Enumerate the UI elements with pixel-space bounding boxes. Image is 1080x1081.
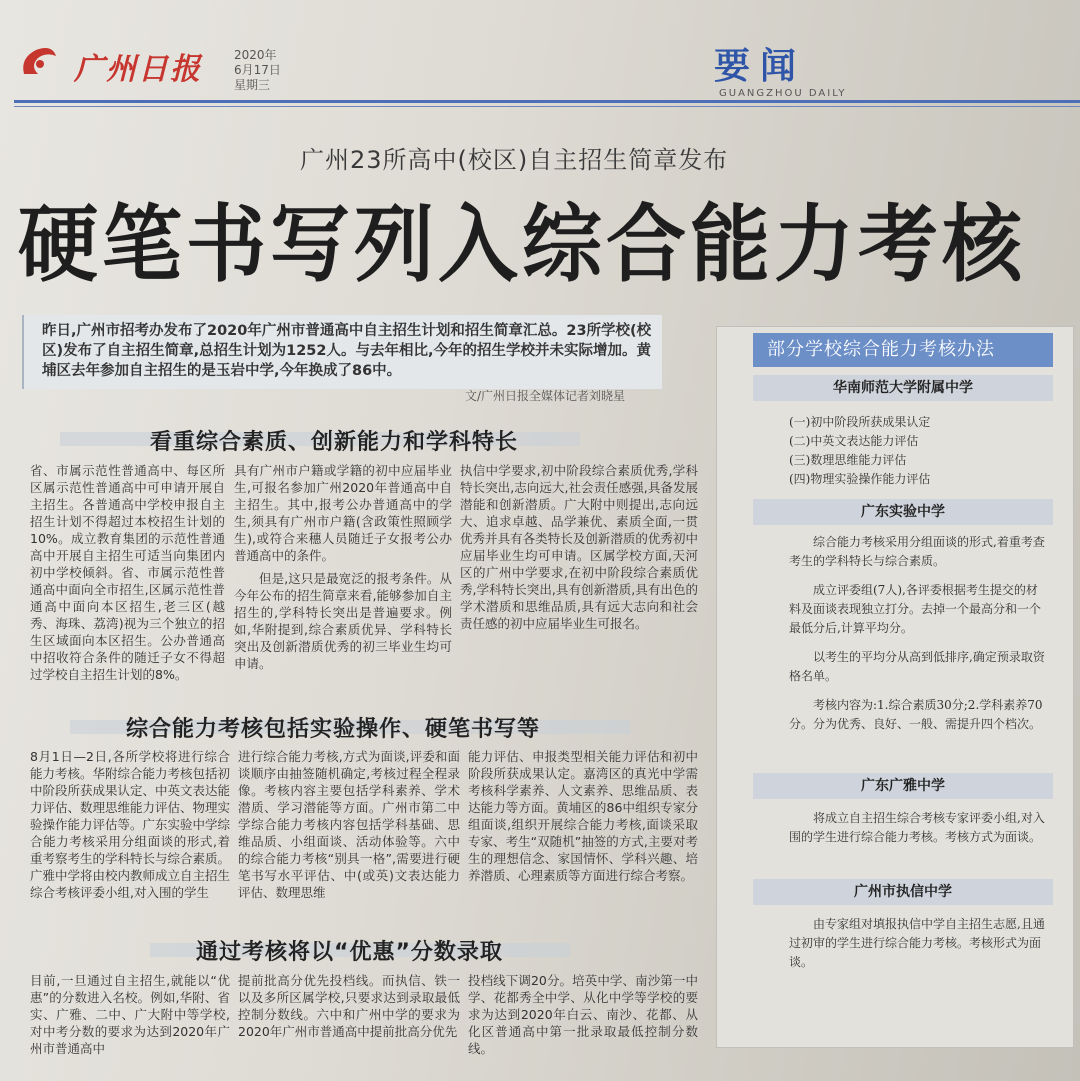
- list-item: (三)数理思维能力评估: [789, 453, 907, 467]
- paragraph: 投档线下调20分。培英中学、南沙第一中学、花都秀全中学、从化中学等学校的要求为达到2020年白云、南沙、花都、从化区普通高中第一批录取最低控制分数线。: [468, 973, 698, 1056]
- sidebar-school-2-text: [789, 533, 1049, 744]
- article-subhead: 广州23所高中(校区)自主招生简章发布: [300, 146, 729, 174]
- section1-col1: [30, 462, 225, 683]
- weekday: 星期三: [234, 78, 271, 92]
- paragraph: 提前批高分优先投档线。而执信、铁一以及多所区属学校,只要求达到录取最低控制分数线。六中和广州中学的要求为2020年广州市普通高中提前批高分优先: [238, 973, 460, 1039]
- section2-title: 综合能力考核包括实验操作、硬笔书写等: [126, 717, 541, 742]
- section2-col3: [468, 748, 698, 884]
- sidebar-box: [716, 326, 1074, 1048]
- newspaper-logo-icon: [18, 44, 58, 80]
- section1-col3: [460, 462, 698, 632]
- masthead: [14, 34, 1080, 104]
- sidebar-school-3: 广东广雅中学: [753, 773, 1053, 799]
- paragraph: 由专家组对填报执信中学自主招生志愿,且通过初审的学生进行综合能力考核。考核形式为面谈。: [789, 917, 1045, 969]
- section2-col1: [30, 748, 230, 901]
- paragraph: 能力评估、申报类型相关能力评估和初中阶段所获成果认定。嘉湾区的真光中学需考核科学素养、人文素养、思维品质、表达能力等方面。黄埔区的86中组织专家分组面谈,组织开展综合能力考核,面谈采取专家、考生“双随机”抽签的方式,主要对考生的理想信念、家国情怀、学科兴趣、培养潜质、心理素质等方面进行综合考察。: [468, 749, 698, 883]
- date-day: 6月17日: [234, 63, 281, 77]
- list-item: (四)物理实验操作能力评估: [789, 472, 931, 486]
- dateline: [234, 48, 281, 93]
- paragraph: 进行综合能力考核,方式为面谈,评委和面谈顺序由抽签随机确定,考核过程全程录像。考核内容主要包括学科素养、学术潜质、学习潜能等方面。广州市第二中学综合能力考核内容包括学科基础、思维品质、小组面谈、活动体验等。六中的综合能力考核“别具一格”,需要进行硬笔书写水平评估、中(或英)文表达能力评估、数理思维: [238, 749, 460, 900]
- section3-title: 通过考核将以“优惠”分数录取: [196, 940, 503, 965]
- section1-title: 看重综合素质、创新能力和学科特长: [150, 430, 519, 455]
- paragraph: 综合能力考核采用分组面谈的形式,着重考查考生的学科特长与综合素质。: [789, 535, 1045, 568]
- paper-name: 广州日报: [74, 52, 202, 87]
- byline: 文/广州日报全媒体记者刘晓星: [465, 389, 626, 403]
- sidebar-title: 部分学校综合能力考核办法: [753, 333, 1053, 367]
- sidebar-school-4-text: [789, 915, 1049, 982]
- lead-text: 昨日,广州市招考办发布了2020年广州市普通高中自主招生计划和招生简章汇总。23所学校(校区)发布了自主招生简章,总招生计划为1252人。与去年相比,今年的招生学校并未实际增加。黄埔区去年参加自主招生的是玉岩中学,今年换成了86中。: [42, 323, 652, 379]
- sidebar-school-3-text: [789, 809, 1049, 857]
- paragraph: 成立评委组(7人),各评委根据考生提交的材料及面谈表现独立打分。去掉一个最高分和一个最低分后,计算平均分。: [789, 583, 1042, 635]
- paragraph: 但是,这只是最宽泛的报考条件。从今年公布的招生简章来看,能够参加自主招生的,学科特长突出是普遍要求。例如,华附提到,综合素质优异、学科特长突出及创新潜质优秀的初三毕业生均可申请。: [234, 571, 452, 671]
- paragraph: 8月1日—2日,各所学校将进行综合能力考核。华附综合能力考核包括初中阶段所获成果认定、中英文表达能力评估、数理思维能力评估、物理实验操作能力评估等。广东实验中学综合能力考核采用分组面谈的形式,着重考察考生的学科特长与综合素质。广雅中学将由校内教师成立自主招生综合考核评委小组,对入围的学生: [30, 749, 231, 900]
- section-name-en: GUANGZHOU DAILY: [719, 88, 847, 99]
- list-item: (二)中英文表达能力评估: [789, 434, 919, 448]
- paragraph: 将成立自主招生综合考核专家评委小组,对入围的学生进行综合能力考核。考核方式为面谈。: [789, 811, 1045, 844]
- paragraph: 执信中学要求,初中阶段综合素质优秀,学科特长突出,志向远大,社会责任感强,具备发展潜能和创新潜质。广大附中则提出,志向远大、追求卓越、品学兼优、素质全面,一贯优秀并具有各类特长及创新潜质的优秀初中应届毕业生均可申请。区属学校方面,天河区的广州中学要求,在初中阶段综合素质优秀,学科特长突出,具有创新潜质,具有出色的学术潜质和思维品质,具有远大志向和社会责任感的初中应届毕业生可报名。: [460, 463, 698, 631]
- section1-col2: [234, 462, 452, 672]
- paragraph: 具有广州市户籍或学籍的初中应届毕业生,可报名参加广州2020年普通高中自主招生。其中,报考公办普通高中的学生,须具有广州市户籍(含政策性照顾学生),或符合来穗人员随迁子女报考公办普通高中的条件。: [234, 463, 452, 563]
- section3-col2: [238, 972, 460, 1040]
- paragraph: 以考生的平均分从高到低排序,确定预录取资格名单。: [789, 650, 1045, 683]
- masthead-rule-thin: [14, 106, 1080, 107]
- section2-col2: [238, 748, 460, 901]
- section3-col1: [30, 972, 230, 1057]
- paragraph: 省、市属示范性普通高中、每区所区属示范性普通高中可申请开展自主招生。各普通高中学校申报自主招生计划不得超过本校招生计划的10%。成立教育集团的示范性普通高中开展自主招生可适当向集团内初中学校倾斜。省、市属示范性普通高中面向全市招生,区属示范性普通高中面向本区招生,老三区(越秀、海珠、荔湾)视为三个独立的招生区域面向本区招生。公办普通高中招收符合条件的随迁子女不得超过学校自主招生计划的8%。: [30, 463, 225, 682]
- paragraph: 考核内容为:1.综合素质30分;2.学科素养70分。分为优秀、良好、一般、需提升四个档次。: [789, 698, 1043, 731]
- sidebar-school-1-items: [789, 413, 1049, 489]
- section-name: 要闻: [714, 45, 807, 87]
- sidebar-school-1: 华南师范大学附属中学: [753, 375, 1053, 401]
- article-headline: 硬笔书写列入综合能力考核: [18, 196, 1026, 294]
- sidebar-school-4: 广州市执信中学: [753, 879, 1053, 905]
- paragraph: 目前,一旦通过自主招生,就能以“优惠”的分数进入名校。例如,华附、省实、广雅、二中、广大附中等学校,对中考分数的要求为达到2020年广州市普通高中: [30, 973, 230, 1056]
- article-lead: [22, 315, 662, 389]
- list-item: (一)初中阶段所获成果认定: [789, 415, 931, 429]
- masthead-rule: [14, 100, 1080, 103]
- section3-col3: [468, 972, 698, 1057]
- date-year: 2020年: [234, 48, 277, 62]
- sidebar-school-2: 广东实验中学: [753, 499, 1053, 525]
